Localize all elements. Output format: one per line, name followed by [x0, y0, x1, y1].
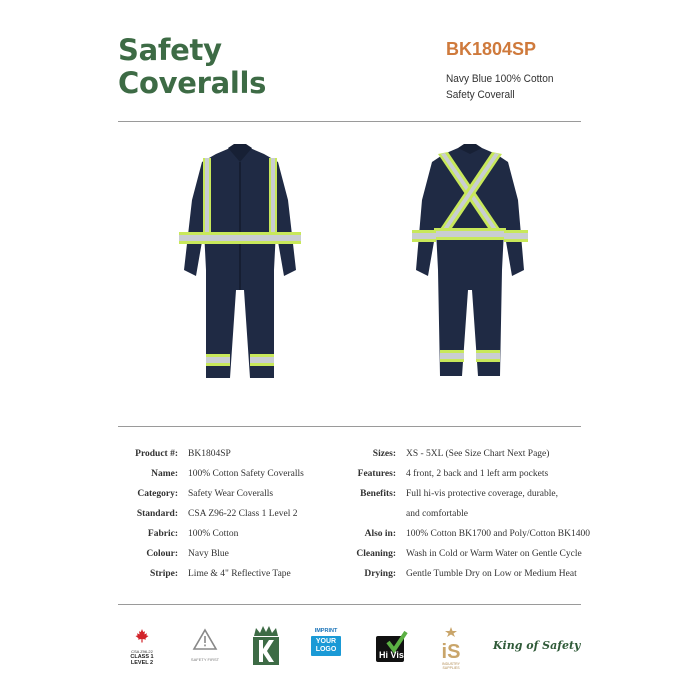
spec-label: Sizes: — [372, 449, 396, 459]
spec-label: Name: — [151, 469, 178, 479]
safety-first-label: SAFETY FIRST — [190, 657, 220, 662]
spec-label: Also in: — [364, 529, 396, 539]
spec-value: Full hi-vis protective coverage, durable, — [406, 489, 558, 499]
middle-divider — [118, 426, 581, 427]
csa-line-2: CLASS 1 — [130, 654, 154, 660]
spec-label: Colour: — [146, 549, 178, 559]
csa-line-1: CSA Z96-22 — [131, 649, 153, 654]
csa-badge — [124, 628, 160, 668]
spec-value: 4 front, 2 back and 1 left arm pockets — [406, 469, 549, 479]
csa-line-3: LEVEL 2 — [130, 660, 154, 666]
is-label: iS — [441, 641, 461, 663]
spec-row-category — [108, 487, 338, 501]
spec-value: 100% Cotton Safety Coveralls — [188, 469, 304, 479]
spec-value: Safety Wear Coveralls — [188, 489, 274, 499]
spec-label: Features: — [357, 469, 396, 479]
is-badge — [434, 624, 468, 670]
description-line-1: Navy Blue 100% Cotton — [446, 73, 554, 85]
imprint-line-1: IMPRINT — [314, 628, 338, 634]
spec-label: Category: — [137, 489, 178, 499]
spec-value: Navy Blue — [188, 549, 229, 559]
spec-value: 100% Cotton BK1700 and Poly/Cotton BK1400 — [406, 529, 590, 539]
spec-label: Stripe: — [150, 569, 178, 579]
imprint-logo-badge — [311, 628, 341, 666]
description-line-2: Safety Coverall — [446, 89, 515, 101]
king-of-safety-logo: King of Safety — [493, 639, 581, 652]
warning-triangle-icon — [192, 628, 218, 652]
title-line-1: Safety — [118, 33, 222, 67]
coverall-back-image — [400, 140, 540, 390]
spec-label: Cleaning: — [356, 549, 396, 559]
product-code: BK1804SP — [446, 39, 537, 59]
spec-label: Standard: — [136, 509, 178, 519]
spec-row-stripe — [108, 567, 338, 581]
spec-label: Drying: — [364, 569, 396, 579]
is-star-icon — [443, 627, 459, 637]
spec-value: Wash in Cold or Warm Water on Gentle Cycle — [406, 549, 582, 559]
spec-value: 100% Cotton — [188, 529, 239, 539]
spec-label: Product #: — [135, 449, 178, 459]
is-sub-label: INDUSTRY SUPPLIES — [442, 662, 460, 670]
imprint-line-2: YOUR — [315, 638, 337, 645]
top-divider — [118, 121, 581, 122]
spec-row-fabric — [108, 527, 338, 541]
k-crown-logo-icon — [251, 624, 281, 666]
spec-value: CSA Z96-22 Class 1 Level 2 — [188, 509, 298, 519]
specs-right — [326, 447, 596, 587]
hivis-badge — [374, 628, 408, 666]
bottom-divider — [118, 604, 581, 605]
spec-value: XS - 5XL (See Size Chart Next Page) — [406, 449, 550, 459]
spec-value: Gentle Tumble Dry on Low or Medium Heat — [406, 569, 577, 579]
spec-row-name — [108, 467, 338, 481]
spec-label: Fabric: — [147, 529, 178, 539]
spec-value: and comfortable — [406, 509, 468, 519]
spec-value: BK1804SP — [188, 449, 231, 459]
imprint-line-3: LOGO — [315, 646, 337, 653]
hivis-label: Hi Vis — [379, 650, 404, 660]
spec-label: Benefits: — [360, 489, 396, 499]
safety-first-badge — [186, 628, 224, 668]
coverall-front-image — [170, 140, 310, 390]
maple-leaf-icon — [134, 628, 150, 644]
imprint-box — [311, 636, 341, 656]
spec-row-product — [108, 447, 338, 461]
spec-value: Lime & 4" Reflective Tape — [188, 569, 291, 579]
spec-row-standard — [108, 507, 338, 521]
specs-left — [108, 447, 338, 587]
product-description — [446, 71, 553, 103]
spec-row-colour — [108, 547, 338, 561]
title-line-2: Coveralls — [118, 66, 267, 100]
page-title — [118, 34, 266, 100]
hivis-check-icon — [374, 628, 408, 666]
